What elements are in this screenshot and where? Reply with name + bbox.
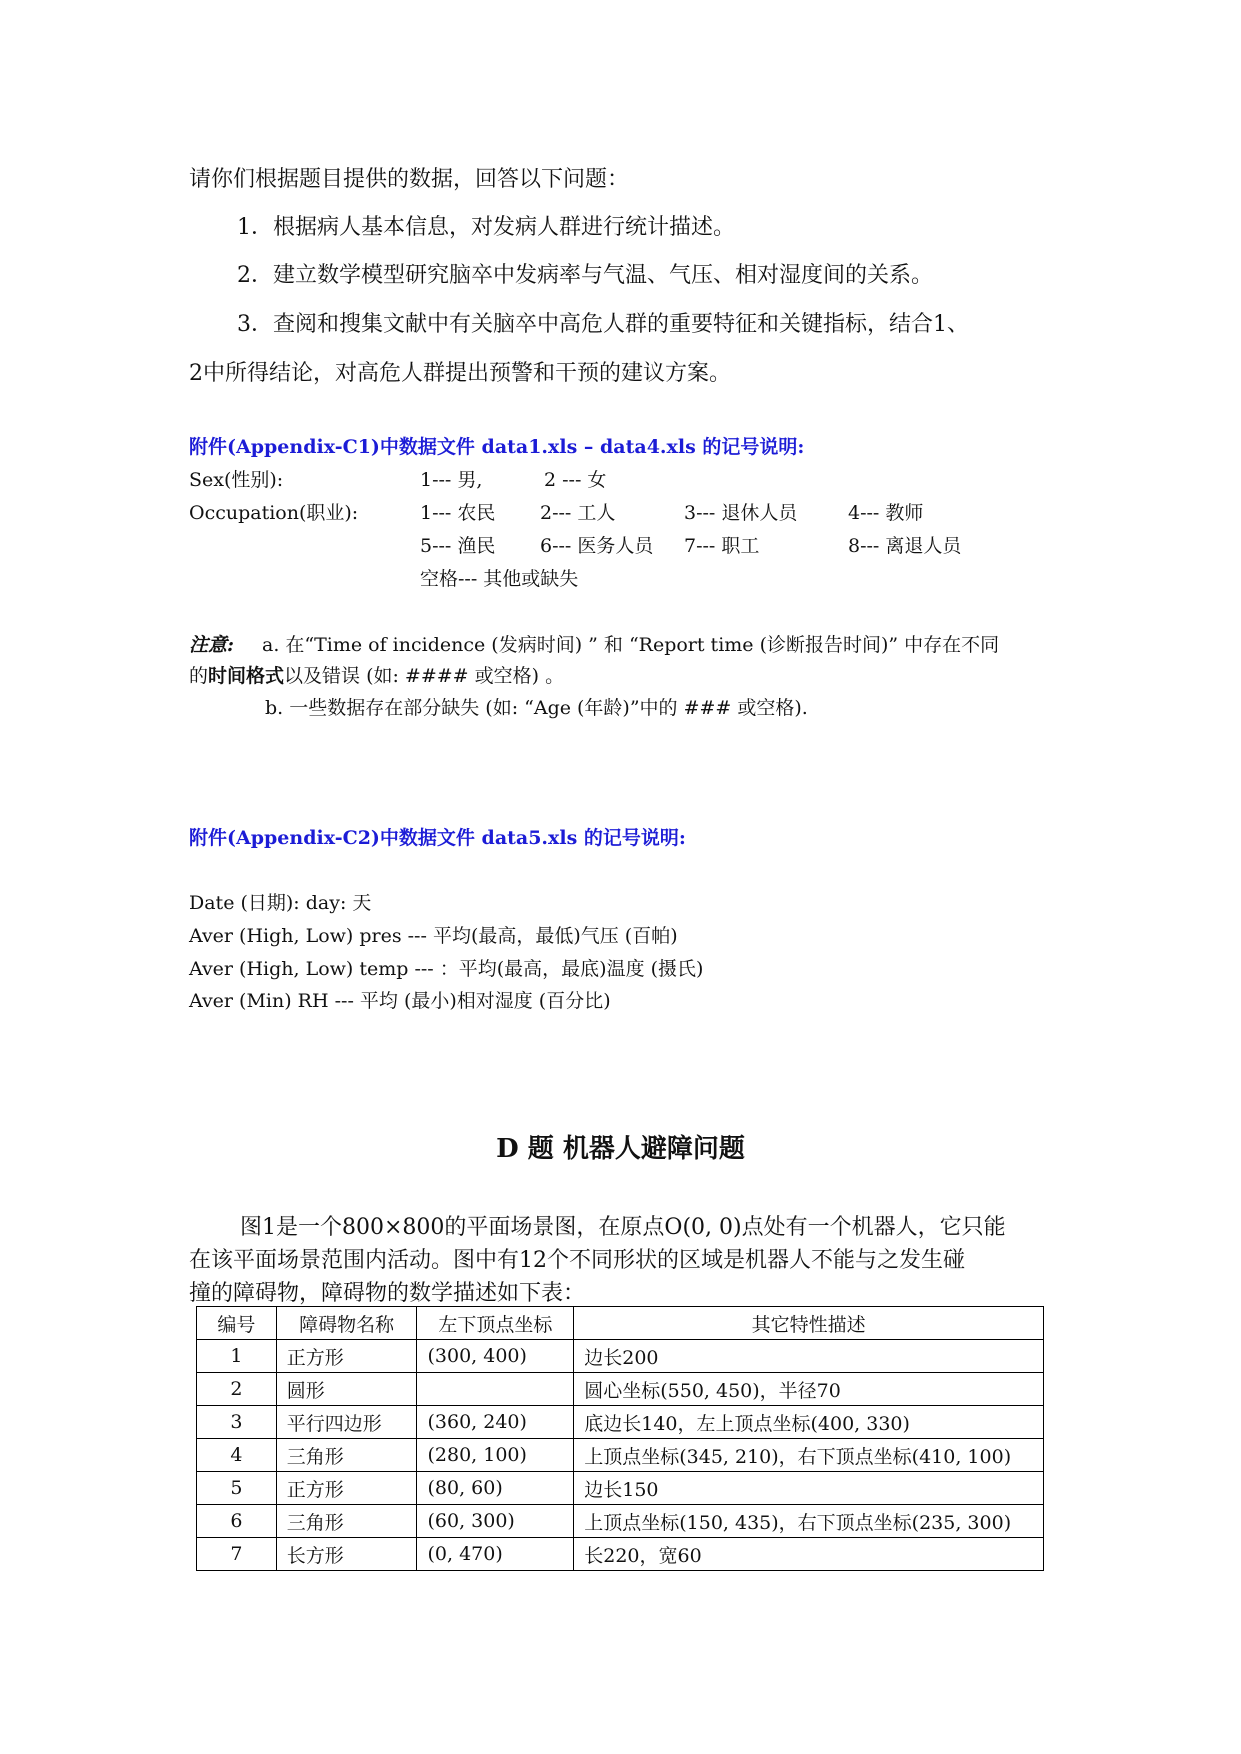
occupation-8: 8--- 离退人员 <box>848 535 962 557</box>
problem-d-para-2: 在该平面场景范围内活动。图中有12个不同形状的区域是机器人不能与之发生碰 <box>189 1248 965 1273</box>
header-desc: 其它特性描述 <box>574 1307 1044 1340</box>
question-2: 2．建立数学模型研究脑卒中发病率与气温、气压、相对湿度间的关系。 <box>237 263 933 288</box>
table-row: 2 圆形 圆心坐标(550, 450)，半径70 <box>197 1373 1044 1406</box>
c2-line-date: Date (日期): day: 天 <box>189 892 372 914</box>
appendix-c1-heading: 附件(Appendix-C1)中数据文件 data1.xls – data4.xls 的记号说明: <box>189 436 805 458</box>
header-name: 障碍物名称 <box>276 1307 417 1340</box>
note-a-line2: 的时间格式以及错误 (如: #### 或空格) 。 <box>189 665 565 687</box>
table-row: 6 三角形 (60, 300) 上顶点坐标(150, 435)，右下顶点坐标(235, 300) <box>197 1505 1044 1538</box>
c2-line-pres: Aver (High, Low) pres --- 平均(最高，最低)气压 (百帕) <box>189 925 678 947</box>
sex-value-1: 1--- 男, <box>420 469 483 491</box>
problem-d-para-1: 图1是一个800×800的平面场景图，在原点O(0, 0)点处有一个机器人，它只能 <box>240 1215 1006 1240</box>
note-label: 注意: <box>189 634 235 656</box>
sex-label: Sex(性别): <box>189 469 284 491</box>
problem-d-para-3: 撞的障碍物，障碍物的数学描述如下表： <box>189 1281 586 1306</box>
occupation-7: 7--- 职工 <box>684 535 760 557</box>
table-row: 7 长方形 (0, 470) 长220，宽60 <box>197 1538 1044 1571</box>
table-row: 4 三角形 (280, 100) 上顶点坐标(345, 210)，右下顶点坐标(410, 100) <box>197 1439 1044 1472</box>
occupation-6: 6--- 医务人员 <box>540 535 654 557</box>
table-row: 1 正方形 (300, 400) 边长200 <box>197 1340 1044 1373</box>
table-row: 5 正方形 (80, 60) 边长150 <box>197 1472 1044 1505</box>
table-header-row <box>197 1307 1044 1340</box>
occupation-4: 4--- 教师 <box>848 502 924 524</box>
obstacle-table <box>196 1306 1044 1571</box>
c2-line-temp: Aver (High, Low) temp --- ：平均(最高，最底)温度 (摄氏) <box>189 958 704 980</box>
note-a-line1: a. 在“Time of incidence (发病时间) ” 和 “Report time (诊断报告时间)” 中存在不同 <box>262 634 1000 656</box>
occupation-5: 5--- 渔民 <box>420 535 496 557</box>
question-1: 1．根据病人基本信息，对发病人群进行统计描述。 <box>237 215 735 240</box>
note-bold-term: 时间格式 <box>208 665 285 687</box>
note-b-line: b. 一些数据存在部分缺失 (如: “Age (年龄)”中的 ### 或空格). <box>265 697 808 719</box>
occupation-3: 3--- 退休人员 <box>684 502 798 524</box>
occupation-2: 2--- 工人 <box>540 502 616 524</box>
appendix-c2-heading: 附件(Appendix-C2)中数据文件 data5.xls 的记号说明: <box>189 827 686 849</box>
header-id: 编号 <box>197 1307 277 1340</box>
question-3-cont: 2中所得结论，对高危人群提出预警和干预的建议方案。 <box>189 361 731 386</box>
occupation-1: 1--- 农民 <box>420 502 496 524</box>
occupation-label: Occupation(职业): <box>189 502 359 524</box>
sex-value-2: 2 --- 女 <box>544 469 607 491</box>
occupation-blank: 空格--- 其他或缺失 <box>420 568 579 590</box>
c2-line-rh: Aver (Min) RH --- 平均 (最小)相对湿度 (百分比) <box>189 990 611 1012</box>
table-row: 3 平行四边形 (360, 240) 底边长140，左上顶点坐标(400, 330) <box>197 1406 1044 1439</box>
question-3: 3．查阅和搜集文献中有关脑卒中高危人群的重要特征和关键指标，结合1、 <box>237 312 969 337</box>
intro-text: 请你们根据题目提供的数据，回答以下问题： <box>189 167 630 192</box>
header-coord: 左下顶点坐标 <box>417 1307 574 1340</box>
problem-d-title: D 题 机器人避障问题 <box>496 1134 745 1164</box>
